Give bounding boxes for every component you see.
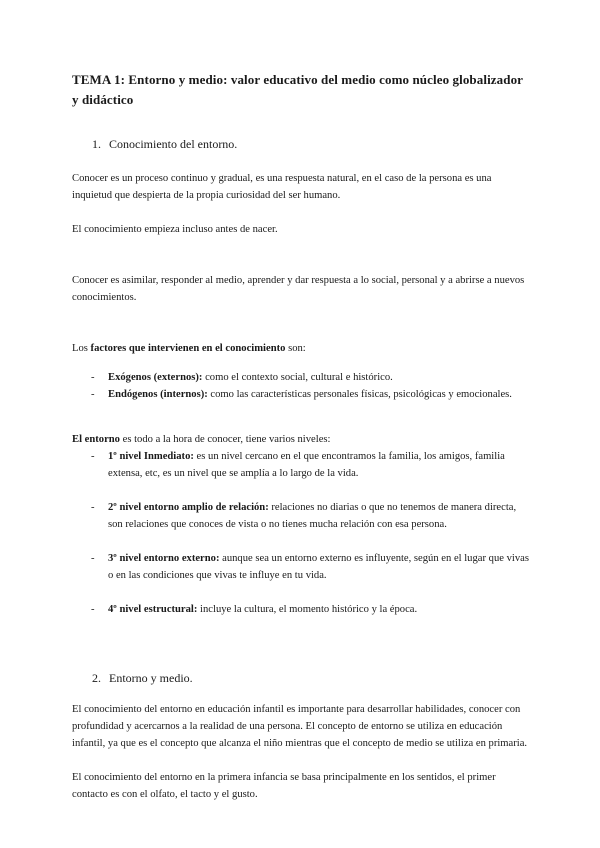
document-page <box>72 70 532 803</box>
entorno-bold: El entorno <box>72 434 120 445</box>
factor-text: como las características personales físicas, psicológicas y emocionales. <box>207 389 512 400</box>
list-dash: - <box>91 604 95 615</box>
level-text: relaciones no diarias o que no tenemos de manera directa, son relaciones que conoces de vista o no tienes mucha relación con esa persona. <box>108 502 517 530</box>
factor-label: Exógenos (externos): <box>108 372 203 383</box>
level-label: 3º nivel entorno externo: <box>108 553 220 564</box>
document-title: TEMA 1: Entorno y medio: valor educativo del medio como núcleo globalizador y didáctico <box>72 72 523 107</box>
section-1-number: 1. <box>92 137 101 151</box>
list-item <box>72 601 532 618</box>
factor-label: Endógenos (internos): <box>108 389 208 400</box>
level-text: es un nivel cercano en el que encontramos la familia, los amigos, familia extensa, etc, es un nivel que se amplía a lo largo de la vida. <box>108 451 505 479</box>
entorno-intro <box>72 431 532 448</box>
section-1-paragraph-3: Conocer es asimilar, responder al medio, aprender y dar respuesta a lo social, personal y a abrirse a nuevos conocimientos. <box>72 275 525 303</box>
factors-list <box>72 369 532 403</box>
list-dash: - <box>91 451 95 462</box>
section-2-paragraph-1: El conocimiento del entorno en educación infantil es importante para desarrollar habilidades, conocer con profundidad y acercarnos a la realidad de una persona. El concepto de entorno se utiliza en educación infantil, ya que es el concepto que alcanza el niño mientras que el concepto de medio se utiliza en primaria. <box>72 704 528 749</box>
entorno-text: es todo a la hora de conocer, tiene varios niveles: <box>119 434 331 445</box>
level-label: 2º nivel entorno amplio de relación: <box>108 502 269 513</box>
factors-intro <box>72 340 532 357</box>
level-text: aunque sea un entorno externo es influyente, según en el lugar que vivas o en las condiciones que vivas te influye en tu vida. <box>108 553 529 581</box>
list-dash: - <box>91 502 95 513</box>
level-label: 4º nivel estructural: <box>108 604 198 615</box>
section-1-heading <box>92 136 532 153</box>
section-2-paragraph-2: El conocimiento del entorno en la primera infancia se basa principalmente en los sentidos, el primer contacto es con el olfato, el tacto y el gusto. <box>72 772 496 800</box>
levels-list <box>72 448 532 618</box>
section-2-number: 2. <box>92 671 101 685</box>
factor-text: como el contexto social, cultural e histórico. <box>202 372 393 383</box>
factors-intro-bold: factores que intervienen en el conocimiento <box>90 343 286 354</box>
section-1-paragraph-2: El conocimiento empieza incluso antes de nacer. <box>72 224 278 235</box>
level-text: incluye la cultura, el momento histórico y la época. <box>197 604 418 615</box>
list-dash: - <box>91 372 95 383</box>
list-dash: - <box>91 389 95 400</box>
level-label: 1º nivel Inmediato: <box>108 451 194 462</box>
section-2-title: Entorno y medio. <box>109 671 193 685</box>
section-1-paragraph-1: Conocer es un proceso continuo y gradual, es una respuesta natural, en el caso de la persona es una inquietud que despierta de la propia curiosidad del ser humano. <box>72 173 492 201</box>
list-dash: - <box>91 553 95 564</box>
list-item <box>72 499 532 533</box>
section-1-title: Conocimiento del entorno. <box>109 137 238 151</box>
factors-intro-post: son: <box>285 343 306 354</box>
section-2-heading <box>92 670 532 687</box>
list-item <box>72 369 532 386</box>
list-item <box>72 386 532 403</box>
list-item <box>72 550 532 584</box>
factors-intro-pre: Los <box>72 343 91 354</box>
list-item <box>72 448 532 482</box>
